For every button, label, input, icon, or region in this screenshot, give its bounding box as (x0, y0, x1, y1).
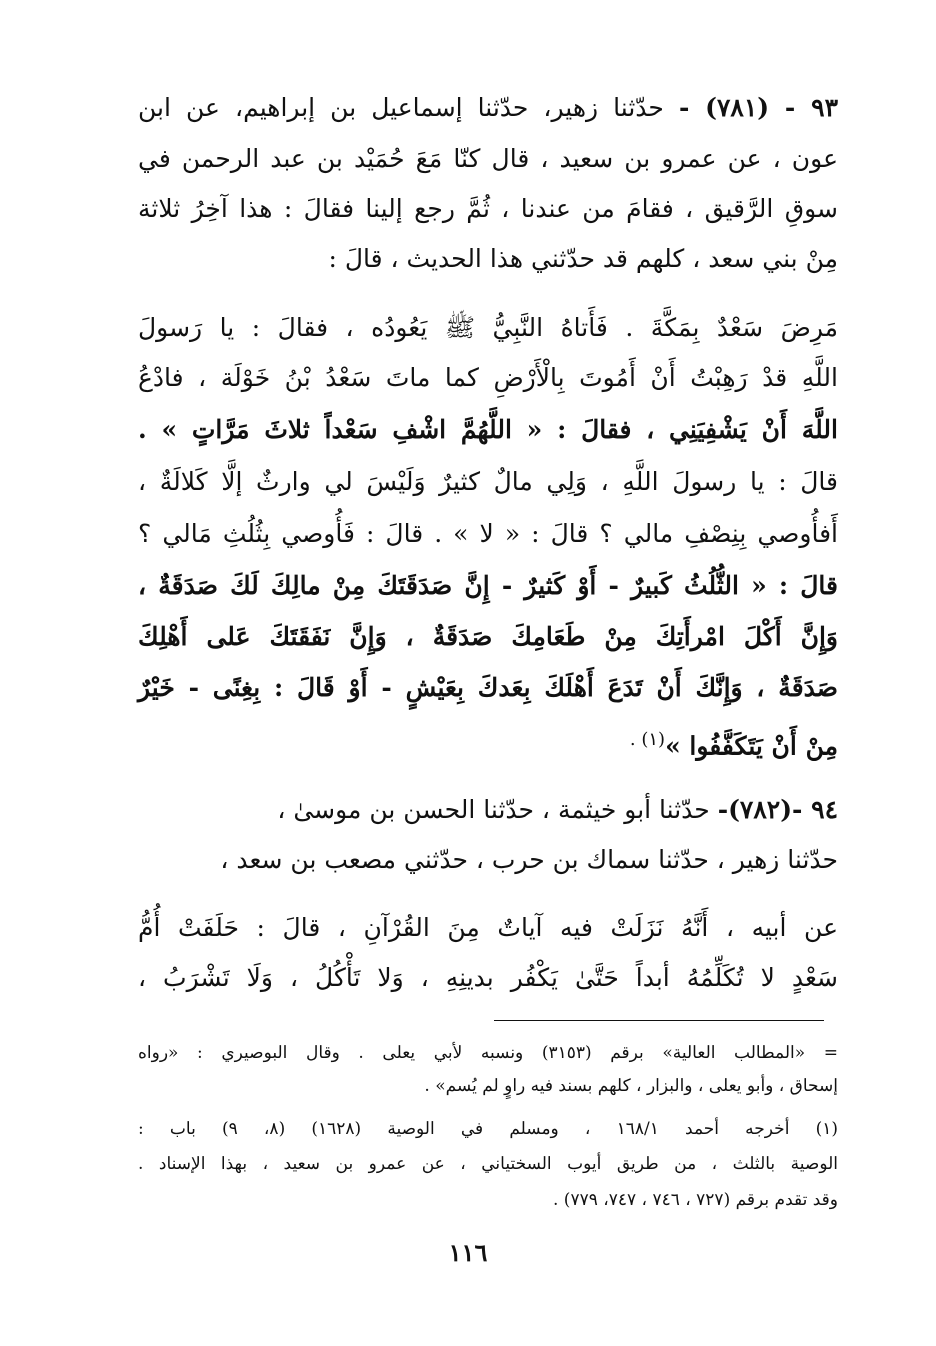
hadith-93-line-5: مَرِضَ سَعْدٌ بِمَكَّةَ . فَأَتاهُ النَّبِيُّ ﷺ يَعُودُه ، فقالَ : يا رَسولَ (138, 313, 838, 342)
hadith-93-line-13 (138, 720, 838, 764)
footnote-separator (494, 1020, 824, 1021)
hadith-94-line-4: سَعْدٍ لا تُكَلِّمُهُ أبداً حَتَّىٰ يَكْفُر بدينِهِ ، وَلا تَأْكُلُ ، وَلَا تَشْرَبُ ، (138, 963, 838, 992)
hadith-94-line-3: عن أبيه ، أَنَّهُ نَزَلَتْ فيه آياتٌ مِنَ القُرْآنِ ، قالَ : حَلَفَتْ أُمُّ (138, 913, 838, 942)
hadith-94-number: ٩٤ -(٧٨٢)- (717, 795, 838, 824)
page-number: ١١٦ (448, 1238, 488, 1267)
hadith-93-number: ٩٣ - (٧٨١) - (678, 93, 838, 122)
footnote-line-5: وقد تقدم برقم (٧٢٧ ، ٧٤٦ ، ٧٤٧، ٧٧٩) . (553, 1190, 838, 1210)
footnote-line-2: إسحاق ، وأبو يعلى ، والبزار ، كلهم بسند فيه راوٍ لم يُسم» . (424, 1076, 838, 1096)
hadith-94-line-2: حدّثنا زهير ، حدّثنا سماك بن حرب ، حدّثني مصعب بن سعد ، (220, 845, 838, 874)
hadith-93-line-10: قالَ : « الثُّلُثُ كَبيرٌ - أَوْ كَثيرٌ - إِنَّ صَدَقَتَكَ مِنْ مالِكَ لَكَ صَدَقَةٌ ، (138, 571, 838, 600)
hadith-94-line-1 (138, 790, 838, 834)
hadith-93-line-7: اللَّهَ أَنْ يَشْفِيَنِي ، فقالَ : « اللَّهُمَّ اشْفِ سَعْداً ثلاثَ مَرَّاتٍ » . (138, 415, 838, 444)
footnote-ref-1: (١) . (629, 729, 666, 750)
hadith-93-line-8: قالَ : يا رسولَ اللَّهِ ، وَلِي مالٌ كثيرٌ وَلَيْسَ لي وارثٌ إلَّا كَلالَةٌ ، (138, 467, 838, 496)
footnote-line-4: الوصية بالثلث ، من طريق أيوب السختياني ، عن عمرو بن سعيد ، بهذا الإسناد . (138, 1154, 838, 1174)
hadith-93-closing-text: مِنْ أَنْ يَتَكَفَّفُوا » (665, 731, 838, 761)
hadith-93-line-3: سوقِ الرَّقيق ، فقامَ من عندنا ، ثُمَّ رجع إلينا فقالَ : هذا آخِرُ ثلاثة (138, 194, 838, 223)
footnote-line-1: = «المطالب العالية» برقم (٣١٥٣) ونسبه لأبي يعلى . وقال البوصيري : «رواه (138, 1043, 839, 1063)
hadith-93-line-9: أَفأُوصي بِنِصْفِ مالي ؟ قالَ : « لا » . قالَ : فَأُوصي بِثُلُثِ مَالي ؟ (138, 519, 838, 548)
hadith-93-line-2: عون ، عن عمرو بن سعيد ، قال كنّا مَعَ حُمَيْد بن عبد الرحمن في (138, 144, 838, 173)
hadith-94-chain-text: حدّثنا أبو خيثمة ، حدّثنا الحسن بن موسىٰ ، (277, 795, 718, 824)
hadith-93-line-11: وَإِنَّ أَكْلَ امْرأَتِكَ مِنْ طَعَامِكَ صَدَقَةٌ ، وَإِنَّ نَفَقَتَكَ عَلى أَهْلِكَ (138, 622, 838, 651)
footnote-line-3: (١) أخرجه أحمد ١٦٨/١ ، ومسلم في الوصية (١٦٢٨) (٨، ٩) باب : (138, 1119, 838, 1139)
hadith-93-line-4: مِنْ بني سعد ، كلهم قد حدّثني هذا الحديث ، قالَ : (328, 244, 838, 273)
hadith-93-chain-text: حدّثنا زهير، حدّثنا إسماعيل بن إبراهيم، عن ابن (138, 93, 679, 122)
hadith-93-line-12: صَدَقَةٌ ، وَإِنَّكَ أَنْ تَدَعَ أَهْلَكَ بِعَدكَ بِعَيْشٍ - أَوْ قَالَ : بِغِنًى - خَيْرٌ (138, 673, 838, 702)
hadith-93-line-1 (138, 88, 838, 132)
hadith-93-line-6: اللَّهِ قدْ رَهِبْتُ أَنْ أَمُوتَ بِالْأَرْضِ كما ماتَ سَعْدُ بْنُ خَوْلَة ، فادْعُ (138, 363, 838, 392)
